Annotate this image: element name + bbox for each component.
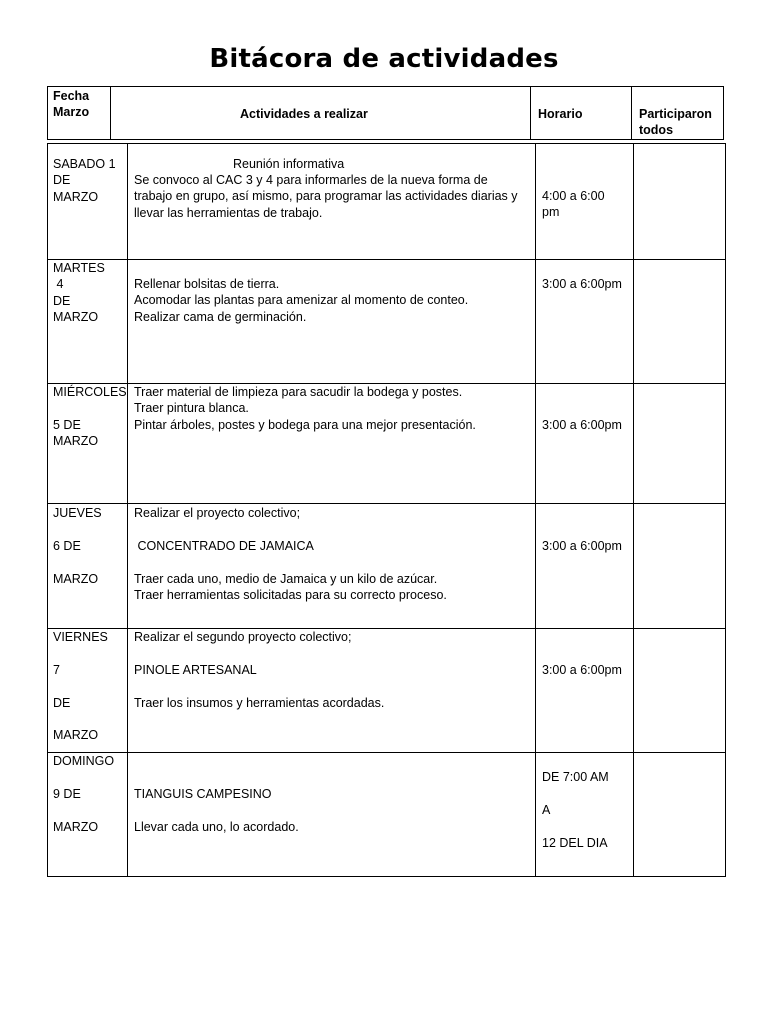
row-horario: 3:00 a 6:00pm xyxy=(542,663,622,677)
header-actividades: Actividades a realizar xyxy=(240,107,368,121)
page-title: Bitácora de actividades xyxy=(209,44,559,74)
header-horario: Horario xyxy=(538,107,583,121)
row-fecha: VIERNES 7 DE MARZO xyxy=(53,630,108,743)
row-actividad-titulo: Reunión informativa xyxy=(233,157,345,171)
row-horario: DE 7:00 AM A 12 DEL DIA xyxy=(542,770,609,850)
row-actividades: Se convoco al CAC 3 y 4 para informarles de la nueva forma de trabajo en grupo, así mismo, para programar las actividades diarias y llevar las herramientas de trabajo. xyxy=(134,173,518,220)
header-fecha: Fecha Marzo xyxy=(53,89,90,120)
row-horario: 4:00 a 6:00 pm xyxy=(542,189,605,220)
row-horario: 3:00 a 6:00pm xyxy=(542,418,622,432)
row-horario: 3:00 a 6:00pm xyxy=(542,277,622,291)
row-fecha: SABADO 1 DE MARZO xyxy=(53,157,116,204)
row-actividades: Realizar el proyecto colectivo; CONCENTRADO DE JAMAICA Traer cada uno, medio de Jamaica y un kilo de azúcar. Traer herramientas solicitadas para su correcto proceso. xyxy=(134,506,447,603)
row-actividades: Rellenar bolsitas de tierra. Acomodar las plantas para amenizar al momento de conteo. Realizar cama de germinación. xyxy=(134,277,469,324)
row-fecha: MARTES 4 DE MARZO xyxy=(53,261,105,325)
row-fecha: DOMINGO 9 DE MARZO xyxy=(53,754,115,834)
row-actividades: TIANGUIS CAMPESINO Llevar cada uno, lo acordado. xyxy=(134,787,299,834)
row-fecha: MIÉRCOLES 5 DE MARZO xyxy=(53,385,127,449)
row-horario: 3:00 a 6:00pm xyxy=(542,539,622,553)
row-actividades: Traer material de limpieza para sacudir la bodega y postes. Traer pintura blanca. Pintar árboles, postes y bodega para una mejor presentación. xyxy=(134,385,476,432)
row-actividades: Realizar el segundo proyecto colectivo; PINOLE ARTESANAL Traer los insumos y herramientas acordadas. xyxy=(134,630,385,710)
header-participaron: Participaron todos xyxy=(639,107,712,138)
row-fecha: JUEVES 6 DE MARZO xyxy=(53,506,102,586)
